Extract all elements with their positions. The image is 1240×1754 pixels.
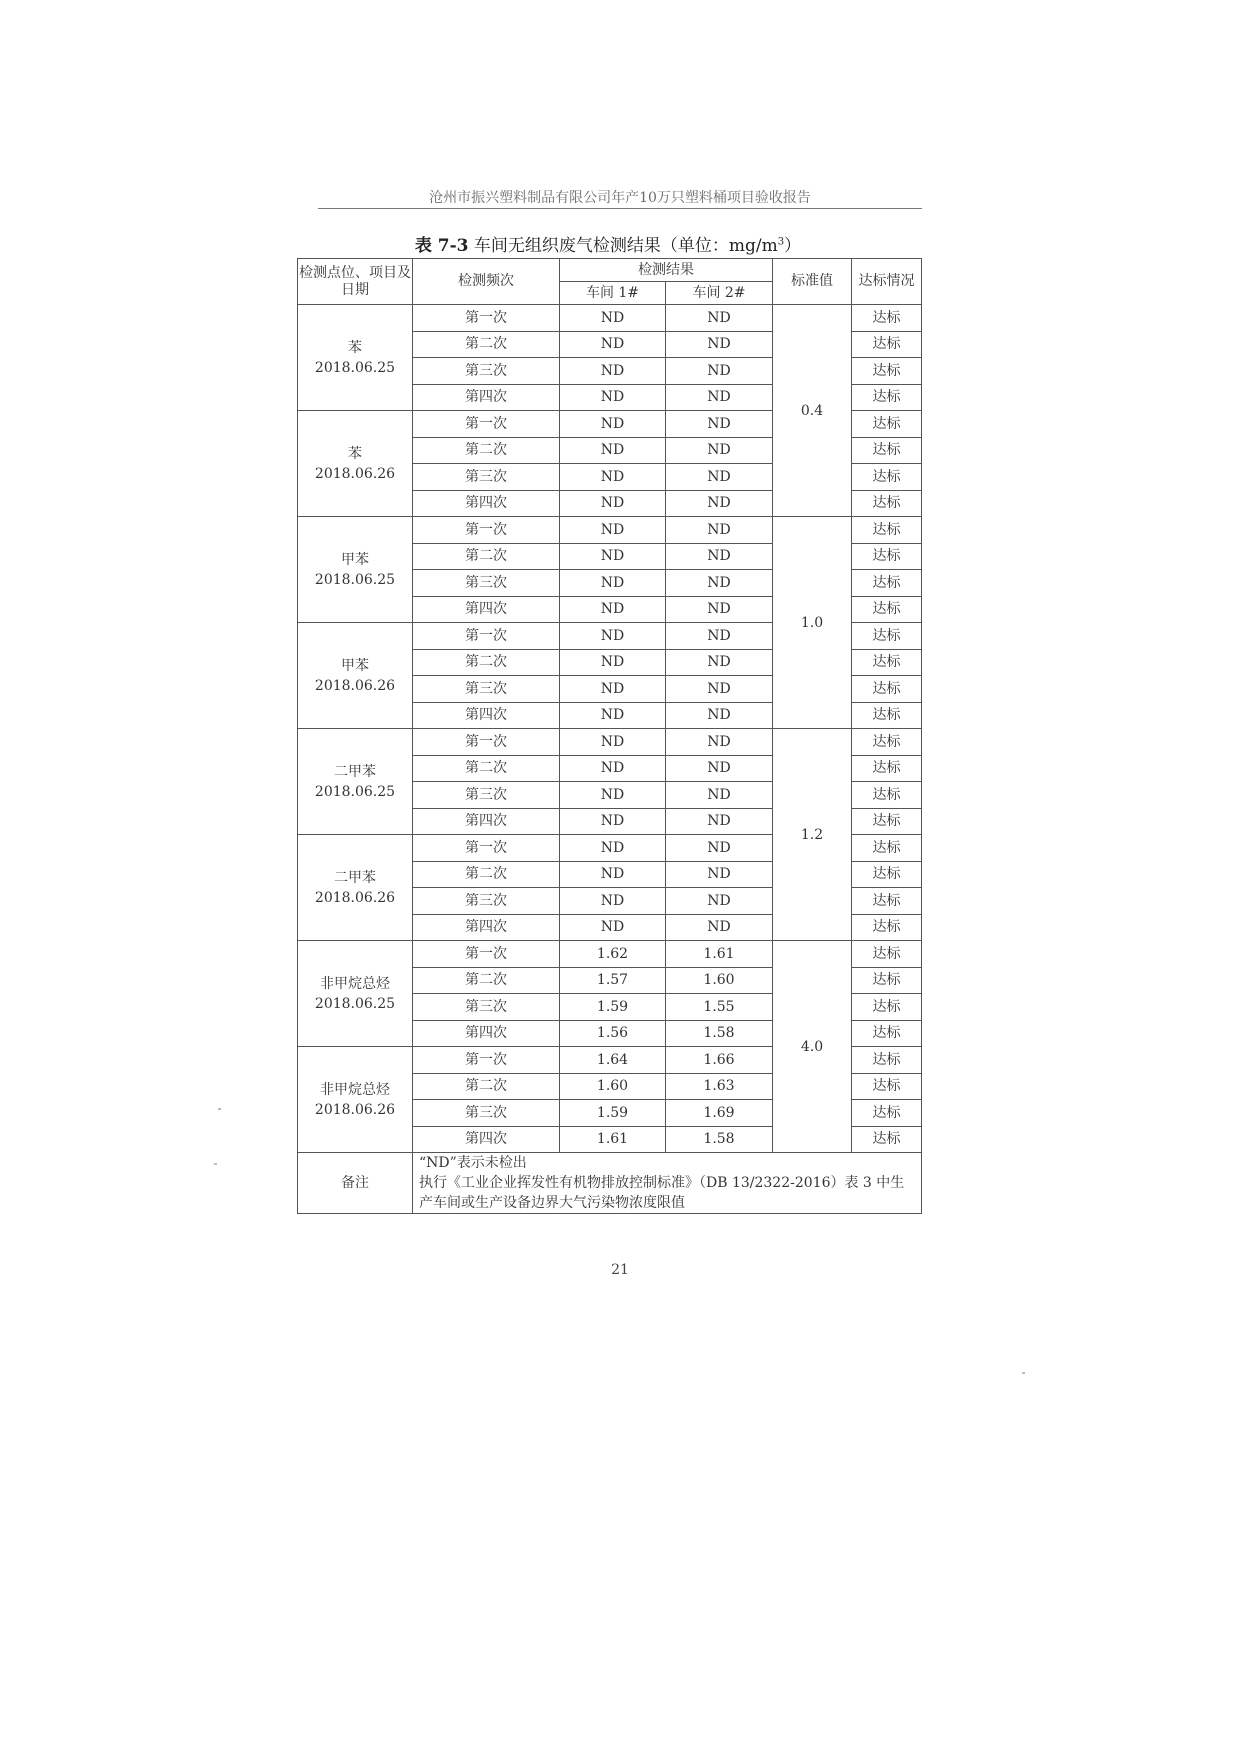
status-cell: 达标 [852,384,922,411]
workshop-1-value: ND [560,437,666,464]
results-table [297,258,922,1214]
workshop-1-value: ND [560,702,666,729]
group-label-cell [298,517,413,623]
status-cell: 达标 [852,1047,922,1074]
header-workshop-1: 车间 1# [560,282,666,305]
status-cell: 达标 [852,914,922,941]
workshop-1-value: ND [560,808,666,835]
frequency-cell: 第四次 [413,808,560,835]
group-label-cell [298,305,413,411]
notes-line-standard: 执行《工业企业挥发性有机物排放控制标准》（DB 13/2322-2016）表 3 中生产车间或生产设备边界大气污染物浓度限值 [419,1175,905,1211]
group-item: 甲苯 [341,551,369,568]
workshop-2-value: ND [666,517,773,544]
status-cell: 达标 [852,1100,922,1127]
workshop-1-value: ND [560,782,666,809]
workshop-1-value: ND [560,596,666,623]
caption-title: 车间无组织废气检测结果（单位：mg/m [473,236,778,256]
header-results: 检测结果 [560,259,773,282]
workshop-2-value: ND [666,384,773,411]
frequency-cell: 第一次 [413,411,560,438]
header-point: 检测点位、项目及日期 [298,259,413,305]
status-cell: 达标 [852,464,922,491]
header-rule [318,208,922,209]
frequency-cell: 第三次 [413,676,560,703]
frequency-cell: 第四次 [413,596,560,623]
workshop-1-value: 1.57 [560,967,666,994]
notes-line-nd: “ND”表示未检出 [419,1155,527,1171]
frequency-cell: 第二次 [413,649,560,676]
frequency-cell: 第三次 [413,782,560,809]
status-cell: 达标 [852,437,922,464]
group-item: 非甲烷总烃 [320,1081,390,1098]
header-standard: 标准值 [773,259,852,305]
table-row [298,729,922,756]
workshop-1-value: ND [560,464,666,491]
status-cell: 达标 [852,358,922,385]
workshop-2-value: ND [666,305,773,332]
group-date: 2018.06.26 [314,677,396,694]
workshop-1-value: 1.59 [560,994,666,1021]
workshop-2-value: ND [666,570,773,597]
header-frequency: 检测频次 [413,259,560,305]
workshop-1-value: ND [560,914,666,941]
group-label-cell [298,1047,413,1153]
standard-value: 4.0 [773,941,852,1153]
workshop-2-value: ND [666,888,773,915]
status-cell: 达标 [852,411,922,438]
group-label-cell [298,729,413,835]
frequency-cell: 第三次 [413,888,560,915]
status-cell: 达标 [852,543,922,570]
status-cell: 达标 [852,835,922,862]
caption-superscript: 3 [777,236,785,248]
frequency-cell: 第二次 [413,967,560,994]
scan-speck [214,1163,217,1165]
frequency-cell: 第四次 [413,702,560,729]
caption-number: 表 7-3 [414,236,469,256]
frequency-cell: 第三次 [413,464,560,491]
group-label-cell [298,623,413,729]
status-cell: 达标 [852,596,922,623]
notes-label: 备注 [298,1153,413,1214]
frequency-cell: 第一次 [413,1047,560,1074]
workshop-2-value: ND [666,649,773,676]
table-row [298,305,922,332]
frequency-cell: 第四次 [413,490,560,517]
workshop-2-value: ND [666,623,773,650]
workshop-2-value: 1.63 [666,1073,773,1100]
standard-value: 1.0 [773,517,852,729]
frequency-cell: 第二次 [413,1073,560,1100]
workshop-1-value: 1.56 [560,1020,666,1047]
group-date: 2018.06.25 [314,359,396,376]
status-cell: 达标 [852,517,922,544]
page-header: 沧州市振兴塑料制品有限公司年产10万只塑料桶项目验收报告 [429,190,811,206]
workshop-1-value: 1.61 [560,1126,666,1153]
table-row [298,941,922,968]
workshop-1-value: ND [560,305,666,332]
group-item: 苯 [348,445,362,462]
group-date: 2018.06.26 [314,465,396,482]
status-cell: 达标 [852,1073,922,1100]
workshop-1-value: ND [560,623,666,650]
workshop-2-value: 1.58 [666,1126,773,1153]
frequency-cell: 第四次 [413,914,560,941]
workshop-2-value: 1.69 [666,1100,773,1127]
workshop-2-value: 1.66 [666,1047,773,1074]
frequency-cell: 第二次 [413,755,560,782]
workshop-2-value: 1.60 [666,967,773,994]
frequency-cell: 第二次 [413,437,560,464]
notes-content [413,1153,922,1214]
status-cell: 达标 [852,888,922,915]
group-item: 非甲烷总烃 [320,975,390,992]
status-cell: 达标 [852,782,922,809]
scan-speck [218,1108,221,1110]
table-caption [296,234,920,258]
header-workshop-2: 车间 2# [666,282,773,305]
workshop-2-value: ND [666,331,773,358]
workshop-2-value: ND [666,676,773,703]
workshop-1-value: ND [560,517,666,544]
group-label-cell [298,411,413,517]
header-row-1 [298,259,922,282]
frequency-cell: 第二次 [413,543,560,570]
status-cell: 达标 [852,755,922,782]
frequency-cell: 第一次 [413,517,560,544]
workshop-2-value: 1.58 [666,1020,773,1047]
frequency-cell: 第三次 [413,994,560,1021]
frequency-cell: 第一次 [413,729,560,756]
standard-value: 0.4 [773,305,852,517]
workshop-2-value: ND [666,808,773,835]
group-item: 二甲苯 [334,869,376,886]
workshop-2-value: ND [666,729,773,756]
frequency-cell: 第二次 [413,861,560,888]
workshop-1-value: ND [560,411,666,438]
frequency-cell: 第一次 [413,305,560,332]
workshop-2-value: ND [666,782,773,809]
standard-value: 1.2 [773,729,852,941]
workshop-1-value: ND [560,543,666,570]
group-item: 甲苯 [341,657,369,674]
workshop-2-value: 1.55 [666,994,773,1021]
workshop-2-value: ND [666,411,773,438]
workshop-1-value: 1.60 [560,1073,666,1100]
group-date: 2018.06.26 [314,1101,396,1118]
frequency-cell: 第一次 [413,941,560,968]
workshop-1-value: ND [560,729,666,756]
status-cell: 达标 [852,676,922,703]
status-cell: 达标 [852,649,922,676]
frequency-cell: 第一次 [413,835,560,862]
workshop-1-value: 1.62 [560,941,666,968]
notes-row [298,1153,922,1214]
status-cell: 达标 [852,570,922,597]
workshop-2-value: ND [666,464,773,491]
status-cell: 达标 [852,490,922,517]
group-item: 苯 [348,339,362,356]
group-date: 2018.06.26 [314,889,396,906]
workshop-2-value: 1.61 [666,941,773,968]
status-cell: 达标 [852,331,922,358]
workshop-2-value: ND [666,358,773,385]
status-cell: 达标 [852,994,922,1021]
group-date: 2018.06.25 [314,571,396,588]
status-cell: 达标 [852,861,922,888]
status-cell: 达标 [852,623,922,650]
status-cell: 达标 [852,967,922,994]
status-cell: 达标 [852,1020,922,1047]
frequency-cell: 第四次 [413,1126,560,1153]
status-cell: 达标 [852,941,922,968]
caption-close: ） [784,236,802,256]
group-label-cell [298,941,413,1047]
group-date: 2018.06.25 [314,783,396,800]
workshop-2-value: ND [666,755,773,782]
frequency-cell: 第一次 [413,623,560,650]
status-cell: 达标 [852,1126,922,1153]
workshop-1-value: ND [560,358,666,385]
group-item: 二甲苯 [334,763,376,780]
workshop-2-value: ND [666,596,773,623]
workshop-2-value: ND [666,437,773,464]
status-cell: 达标 [852,305,922,332]
workshop-1-value: ND [560,649,666,676]
frequency-cell: 第三次 [413,570,560,597]
group-date: 2018.06.25 [314,995,396,1012]
header-status: 达标情况 [852,259,922,305]
table-row [298,517,922,544]
workshop-1-value: ND [560,755,666,782]
frequency-cell: 第四次 [413,384,560,411]
frequency-cell: 第四次 [413,1020,560,1047]
frequency-cell: 第二次 [413,331,560,358]
results-table-body [298,259,922,1214]
workshop-1-value: 1.59 [560,1100,666,1127]
page-number: 21 [611,1262,629,1278]
workshop-1-value: ND [560,888,666,915]
workshop-2-value: ND [666,543,773,570]
workshop-1-value: ND [560,861,666,888]
workshop-1-value: ND [560,835,666,862]
group-label-cell [298,835,413,941]
frequency-cell: 第三次 [413,1100,560,1127]
workshop-2-value: ND [666,490,773,517]
scan-speck [1022,1372,1025,1374]
workshop-1-value: 1.64 [560,1047,666,1074]
workshop-1-value: ND [560,570,666,597]
workshop-1-value: ND [560,331,666,358]
frequency-cell: 第三次 [413,358,560,385]
workshop-2-value: ND [666,914,773,941]
workshop-2-value: ND [666,861,773,888]
workshop-2-value: ND [666,702,773,729]
workshop-1-value: ND [560,384,666,411]
status-cell: 达标 [852,702,922,729]
status-cell: 达标 [852,729,922,756]
workshop-2-value: ND [666,835,773,862]
status-cell: 达标 [852,808,922,835]
workshop-1-value: ND [560,676,666,703]
workshop-1-value: ND [560,490,666,517]
